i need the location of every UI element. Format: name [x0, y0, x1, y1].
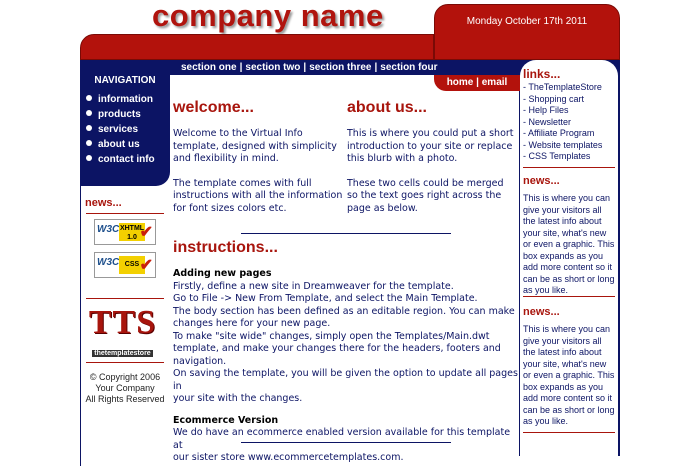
- divider: [523, 167, 615, 168]
- link-item[interactable]: - TheTemplateStore: [523, 82, 602, 92]
- divider: [241, 442, 451, 443]
- welcome-text: [173, 128, 343, 215]
- sidebar-item-label: about us: [98, 139, 140, 150]
- w3c-logo: W3C: [97, 257, 120, 268]
- sidebar-item-information[interactable]: [86, 92, 155, 107]
- sidebar-item-label: information: [98, 94, 153, 105]
- divider: [523, 432, 615, 433]
- sidebar-item-services[interactable]: [86, 122, 155, 137]
- sidebar-item-products[interactable]: [86, 107, 155, 122]
- logo-subtext: thetemplatestore: [94, 350, 151, 357]
- sidebar-item-about-us[interactable]: [86, 137, 155, 152]
- divider: [86, 213, 164, 214]
- xhtml-validation-badge[interactable]: [94, 219, 156, 245]
- css-validation-badge[interactable]: [94, 252, 156, 278]
- instructions-subheading: Adding new pages: [173, 268, 272, 279]
- sidebar-nav-list: [86, 92, 155, 167]
- bullet-icon: [86, 95, 92, 101]
- divider: [86, 298, 164, 299]
- welcome-paragraph: Welcome to the Virtual Info template, designed with simplicity and flexibility in mind.: [173, 128, 337, 164]
- link-item[interactable]: - Newsletter: [523, 116, 572, 127]
- check-icon: ✔: [139, 257, 153, 274]
- sidebar-item-label: contact info: [98, 154, 155, 165]
- sidebar-item-label: services: [98, 124, 139, 135]
- news-text: This is where you can give your visitors all the latest info about your site, what's new or even a graphic. This box expands as you add more content so it can be as short or long as you like.: [523, 324, 615, 426]
- about-paragraph: This is where you could put a short introduction to your site or replace this blurb with a photo.: [347, 128, 514, 164]
- about-paragraph: These two cells could be merged so the text goes right across the page as below.: [347, 177, 504, 214]
- news-text: This is where you can give your visitors all the latest info about your site, what's new or even a graphic. This box expands as you add more content so it can be as short or long as you like.: [523, 193, 615, 295]
- instructions-text: Adding new pages Firstly, define a new site in Dreamweaver for the template. Go to File -> New From Template, and select the Main Template. The body section has been defined as an editable region. You can make changes here for your new page. To make "site wide" changes, simply open the Templates/Main.dwt template, and make your changes there for the headers, footers and navigation. On saving the template, you will be given the option to update all pages in your site with the changes. Ecommerce Version We do have an ecommerce enabled version available for this template at our sister store www.ecommercetemplates.com.: [173, 268, 518, 463]
- sidebar-item-contact-info[interactable]: [86, 152, 155, 167]
- separator: |: [476, 77, 479, 88]
- logo-text: TTS: [88, 304, 157, 341]
- news-box: [523, 306, 615, 428]
- sidebar-news-heading: news...: [85, 197, 122, 209]
- ecommerce-subheading: Ecommerce Version: [173, 414, 279, 426]
- news-box: [523, 175, 615, 297]
- link-item[interactable]: - Help Files: [523, 105, 569, 115]
- bullet-icon: [86, 110, 92, 116]
- section-link-three[interactable]: section three: [309, 62, 372, 73]
- header-red-band: [80, 34, 434, 60]
- instructions-heading: instructions...: [173, 239, 278, 256]
- xhtml-tag: XHTML 1.0: [119, 225, 145, 241]
- divider: [523, 296, 615, 297]
- home-email-links: [434, 75, 520, 91]
- section-link-four[interactable]: section four: [380, 62, 438, 73]
- link-item[interactable]: - Website templates: [523, 139, 603, 150]
- sidebar-item-label: products: [98, 109, 141, 120]
- css-tag: CSS: [119, 256, 145, 274]
- link-item[interactable]: - Affiliate Program: [523, 128, 595, 138]
- email-link[interactable]: email: [481, 77, 508, 88]
- date-display: Monday October 17th 2011: [466, 16, 588, 27]
- company-name-logo: company name: [152, 0, 384, 33]
- link-item[interactable]: - CSS Templates: [523, 151, 591, 161]
- link-item[interactable]: - Shopping cart: [523, 93, 585, 104]
- about-heading: about us...: [347, 99, 427, 116]
- section-link-two[interactable]: section two: [245, 62, 301, 73]
- news-heading: news...: [523, 175, 560, 187]
- section-links: [181, 60, 438, 75]
- separator: |: [303, 62, 307, 73]
- links-heading: links...: [523, 67, 561, 81]
- navigation-heading: NAVIGATION: [94, 75, 156, 86]
- bullet-icon: [86, 140, 92, 146]
- divider: [86, 362, 164, 363]
- bullet-icon: [86, 125, 92, 131]
- ecommerce-link[interactable]: www.ecommercetemplates.com: [247, 452, 401, 463]
- welcome-heading: welcome...: [173, 99, 254, 116]
- section-link-one[interactable]: section one: [181, 62, 237, 73]
- check-icon: ✔: [139, 224, 153, 241]
- date-panel: [434, 4, 620, 60]
- welcome-paragraph: The template comes with full instructions with all the information for font sizes colors etc.: [173, 177, 343, 214]
- w3c-logo: W3C: [97, 224, 120, 235]
- about-text: [347, 128, 517, 215]
- copyright-notice: © Copyright 2006 Your Company All Rights Reserved: [85, 372, 165, 404]
- separator: |: [239, 62, 243, 73]
- separator: |: [374, 62, 378, 73]
- links-list: [523, 82, 602, 163]
- divider: [241, 233, 451, 234]
- home-link[interactable]: home: [446, 77, 474, 88]
- news-heading: news...: [523, 306, 560, 318]
- bullet-icon: [86, 155, 92, 161]
- template-store-logo[interactable]: [85, 306, 160, 359]
